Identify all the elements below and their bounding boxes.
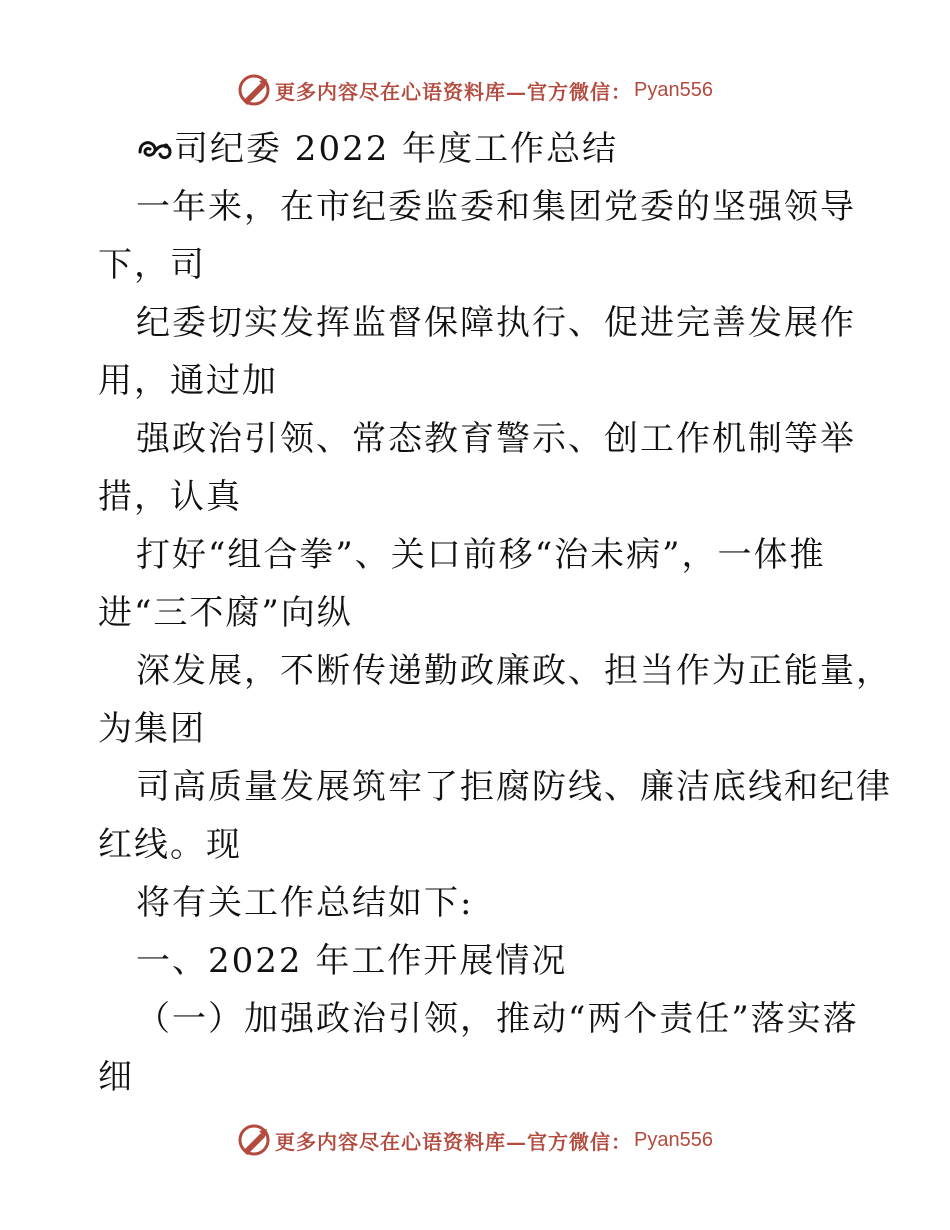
- ornament-icon: [136, 134, 174, 164]
- document-title-text: 司纪委 2022 年度工作总结: [174, 129, 619, 169]
- document-body: [98, 120, 892, 1106]
- paragraph-line: 一、2022 年工作开展情况: [136, 941, 568, 981]
- paragraph-line: 纪委切实发挥监督保障执行、促进完善发展作: [136, 303, 856, 343]
- paragraph-line: 司高质量发展筑牢了拒腐防线、廉洁底线和纪律: [136, 767, 892, 807]
- watermark-text: 更多内容尽在心语资料库—官方微信：: [275, 79, 633, 104]
- paragraph-line: 深发展，不断传递勤政廉政、担当作为正能量，: [136, 651, 892, 691]
- pen-logo-icon: [237, 73, 271, 107]
- paragraph-line: 用，通过加: [98, 361, 278, 401]
- paragraph-line: （一）加强政治引领，推动“两个责任”落实落: [136, 999, 859, 1039]
- paragraph-line: 进“三不腐”向纵: [98, 593, 353, 633]
- watermark-id: Pyan556: [634, 1128, 713, 1151]
- paragraph-line: 将有关工作总结如下:: [136, 883, 474, 923]
- watermark-text: 更多内容尽在心语资料库—官方微信：: [275, 1129, 633, 1154]
- paragraph-line: 措，认真: [98, 477, 242, 517]
- paragraph-line: 打好“组合拳”、关口前移“治未病”，一体推: [136, 535, 826, 575]
- watermark-footer: [0, 1118, 950, 1162]
- paragraph-line: 细: [98, 1057, 134, 1097]
- paragraph-line: 强政治引领、常态教育警示、创工作机制等举: [136, 419, 856, 459]
- paragraph-line: 红线。现: [98, 825, 242, 865]
- watermark-header: [0, 68, 950, 112]
- watermark-id: Pyan556: [634, 78, 713, 101]
- paragraph-line: 为集团: [98, 709, 206, 749]
- pen-logo-icon: [237, 1123, 271, 1157]
- paragraph-line: 下，司: [98, 245, 206, 285]
- paragraph-line: 一年来，在市纪委监委和集团党委的坚强领导: [136, 187, 856, 227]
- document-lines: [98, 178, 892, 1106]
- document-title: [98, 120, 858, 178]
